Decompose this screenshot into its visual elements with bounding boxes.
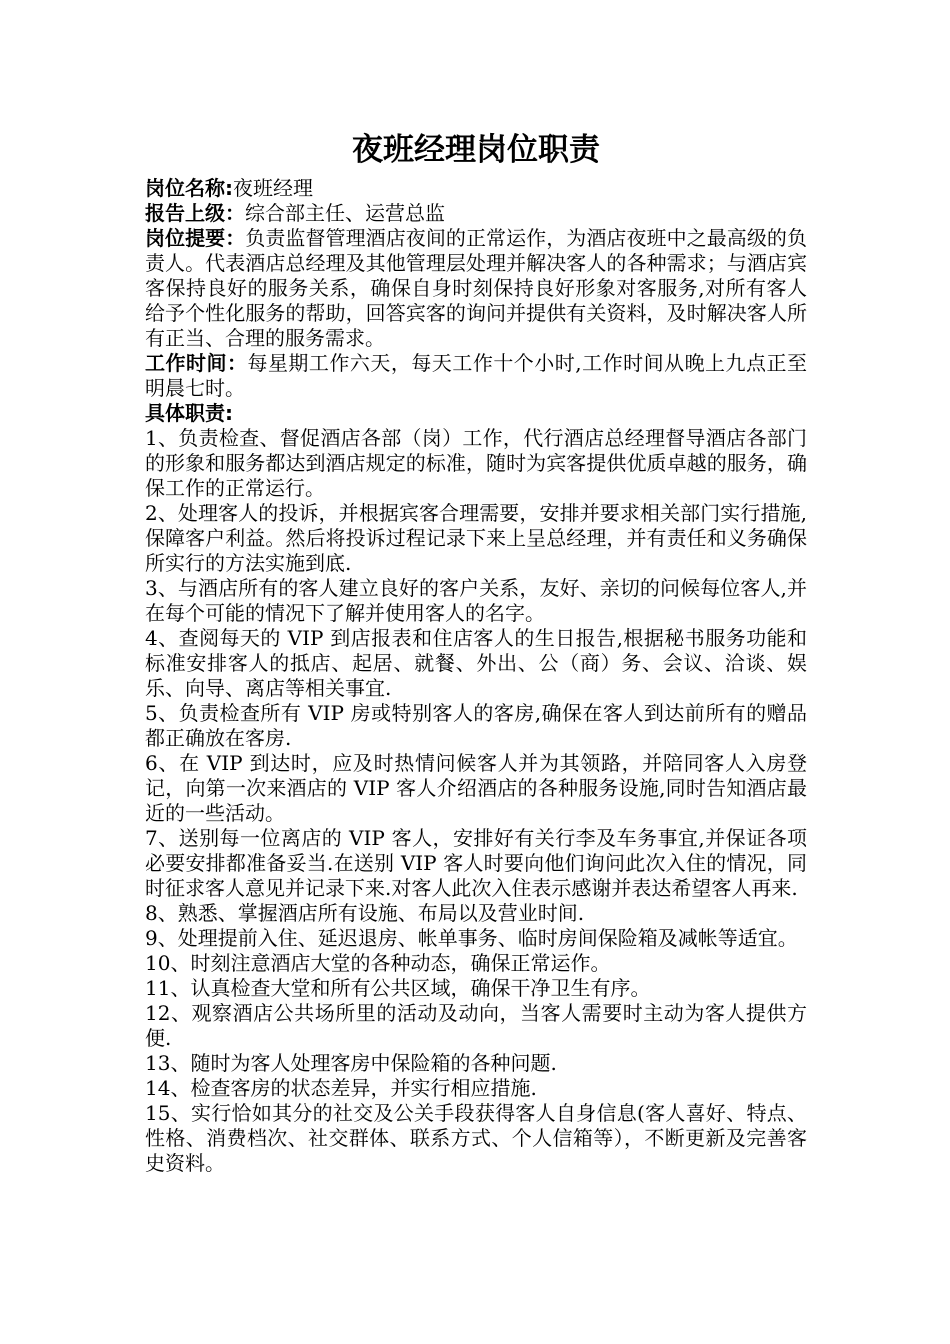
duties-label: 具体职责: [145,401,233,425]
duty-item: 1、负责检查、督促酒店各部（岗）工作，代行酒店总经理督导酒店各部门的形象和服务都达到酒店规定的标准，随时为宾客提供优质卓越的服务，确保工作的正常运行。 [145,426,807,500]
duty-item: 13、随时为客人处理客房中保险箱的各种问题. [145,1051,557,1075]
duty-item: 5、负责检查所有 VIP 房或特别客人的客房,确保在客人到达前所有的赠品都正确放在客房. [145,701,807,750]
position-label: 岗位名称: [145,176,233,200]
hours-value: 每星期工作六天，每天工作十个小时,工作时间从晚上九点正至明晨七时。 [145,351,808,400]
summary-value: 负责监督管理酒店夜间的正常运作，为酒店夜班中之最高级的负责人。代表酒店总经理及其他管理层处理并解决客人的各种需求；与酒店宾客保持良好的服务关系，确保自身时刻保持良好形象对客服务,对所有客人给予个性化服务的帮助，回答宾客的询问并提供有关资料，及时解决客人所有正当、合理的服务需求。 [145,226,807,350]
document-page [145,128,807,1176]
duty-item: 14、检查客房的状态差异，并实行相应措施. [145,1076,537,1100]
duties-heading [145,401,807,426]
duty-item: 11、认真检查大堂和所有公共区域，确保干净卫生有序。 [145,976,651,1000]
position-value: 夜班经理 [233,176,313,200]
report-label: 报告上级： [145,201,245,225]
duty-item: 3、与酒店所有的客人建立良好的客户关系，友好、亲切的问候每位客人,并在每个可能的情况下了解并使用客人的名字。 [145,576,807,625]
duty-item: 4、查阅每天的 VIP 到店报表和住店客人的生日报告,根据秘书服务功能和标准安排客人的抵店、起居、就餐、外出、公（商）务、会议、洽谈、娱乐、向导、离店等相关事宜. [145,626,807,700]
duty-item: 2、处理客人的投诉，并根据宾客合理需要，安排并要求相关部门实行措施,保障客户利益。然后将投诉过程记录下来上呈总经理，并有责任和义务确保所实行的方法实施到底. [145,501,807,575]
duty-item: 9、处理提前入住、延迟退房、帐单事务、临时房间保险箱及减帐等适宜。 [145,926,798,950]
duties-list [145,426,807,1176]
report-value: 综合部主任、运营总监 [245,201,445,225]
hours-label: 工作时间： [145,351,248,375]
report-to [145,201,807,226]
summary-label: 岗位提要： [145,226,246,250]
duty-item: 8、熟悉、掌握酒店所有设施、布局以及营业时间. [145,901,585,925]
work-hours [145,351,807,401]
position-name [145,176,807,201]
position-summary [145,226,807,351]
duty-item: 7、送别每一位离店的 VIP 客人，安排好有关行李及车务事宜,并保证各项必要安排都准备妥当.在送别 VIP 客人时要向他们询问此次入住的情况，同时征求客人意见并记录下来.对客人此次入住表示感谢并表达希望客人再来. [145,826,807,900]
duty-item: 6、在 VIP 到达时，应及时热情问候客人并为其领路，并陪同客人入房登记，向第一次来酒店的 VIP 客人介绍酒店的各种服务设施,同时告知酒店最近的一些活动。 [145,751,807,825]
duty-item: 12、观察酒店公共场所里的活动及动向，当客人需要时主动为客人提供方便. [145,1001,807,1050]
duty-item: 15、实行恰如其分的社交及公关手段获得客人自身信息(客人喜好、特点、性格、消费档次、社交群体、联系方式、个人信箱等），不断更新及完善客史资料。 [145,1101,807,1175]
document-title: 夜班经理岗位职责 [352,132,600,168]
duty-item: 10、时刻注意酒店大堂的各种动态，确保正常运作。 [145,951,611,975]
